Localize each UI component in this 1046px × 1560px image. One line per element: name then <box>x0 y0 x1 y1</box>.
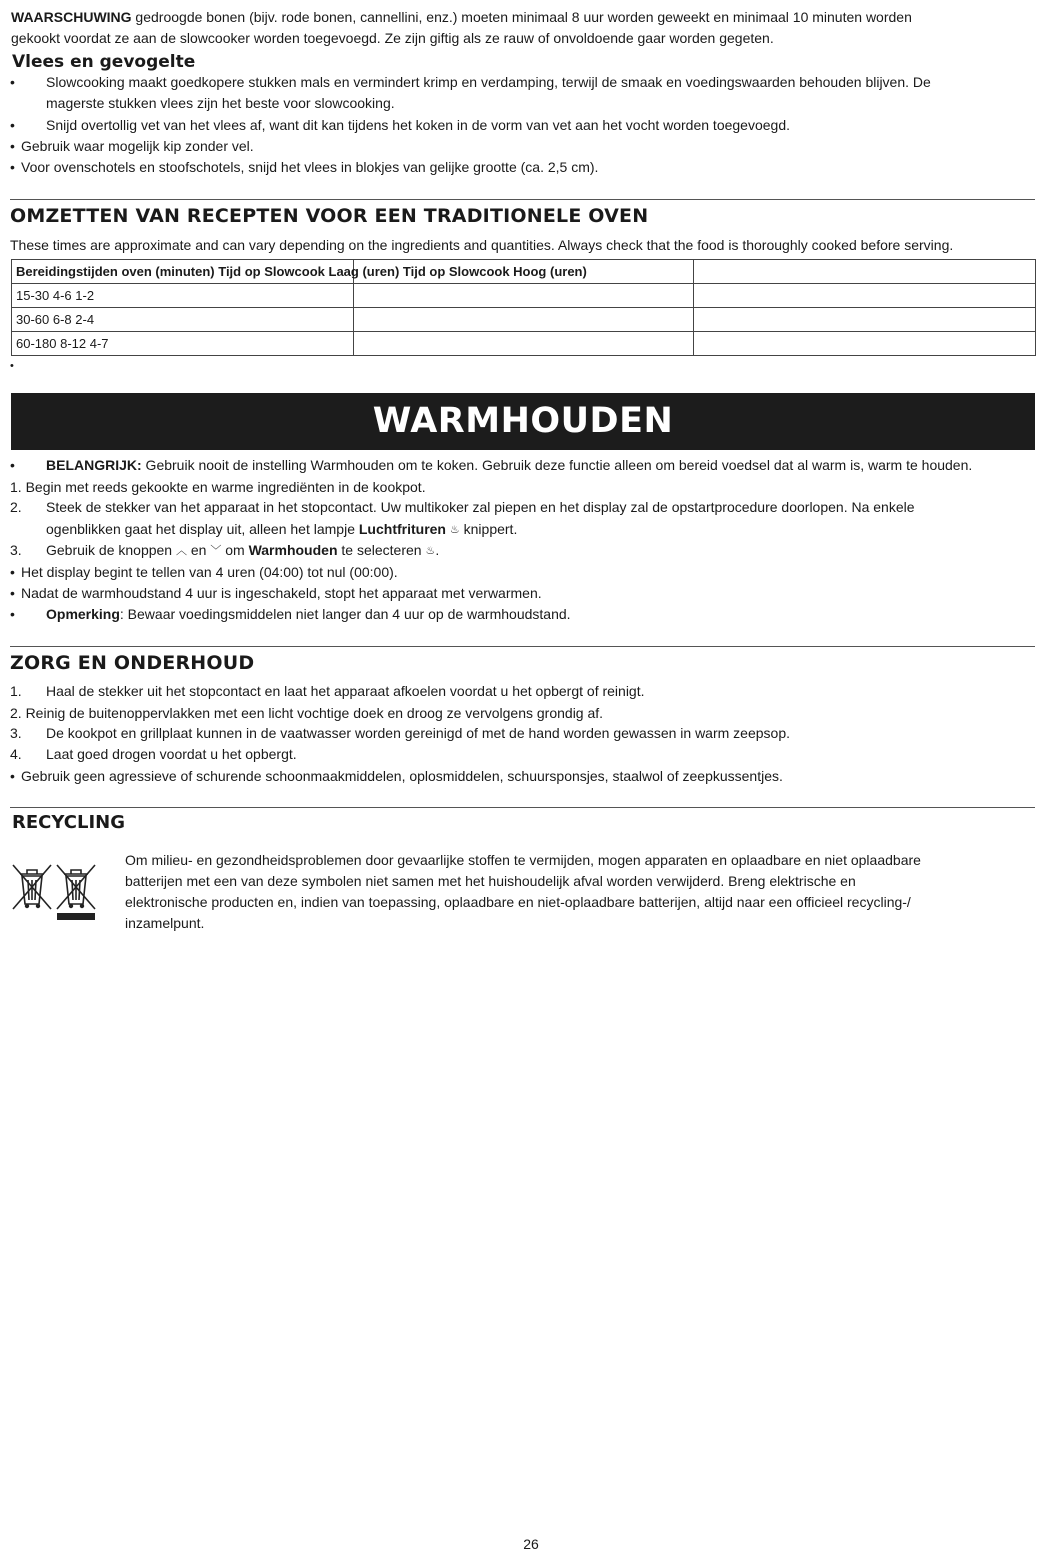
table-cell: 15-30 4-6 1-2 <box>12 284 354 308</box>
section-divider <box>10 807 1035 808</box>
meat-heading: Vlees en gevogelte <box>12 52 196 72</box>
table-cell: 30-60 6-8 2-4 <box>12 308 354 332</box>
table-row <box>12 308 1036 332</box>
care-bullet: • Gebruik geen agressieve of schurende schoonmaakmiddelen, oplosmiddelen, schuursponsjes, staalwol of zeepkussentjes. <box>10 766 1035 787</box>
meat-item-2: • Snijd overtollig vet van het vlees af, want dit kan tijdens het koken in de vorm van vet aan het vocht worden toegevoegd. <box>10 115 1035 136</box>
keepwarm-note: • Opmerking: Bewaar voedingsmiddelen niet langer dan 4 uur op de warmhoudstand. <box>10 604 1035 625</box>
warning-label: WAARSCHUWING <box>11 9 132 25</box>
bullet-icon: • <box>10 74 15 90</box>
table-row <box>12 332 1036 356</box>
meat-item-1-continued: magerste stukken vlees zijn het beste voor slowcooking. <box>46 95 395 111</box>
recycling-paragraph <box>125 850 1000 934</box>
bullet-icon: • <box>10 457 15 473</box>
table-cell <box>694 332 1036 356</box>
keepwarm-bullet-1: • Het display begint te tellen van 4 uren (04:00) tot nul (00:00). <box>10 562 1035 583</box>
table-cell <box>354 332 694 356</box>
keepwarm-banner: WARMHOUDEN <box>11 393 1035 450</box>
chevron-down-icon: ﹀ <box>210 545 222 557</box>
keepwarm-important: • BELANGRIJK: Gebruik nooit de instelling Warmhouden om te koken. Gebruik deze functie alleen om bereid voedsel dat al warm is, warm te houden. <box>10 455 1035 476</box>
bullet-icon: • <box>10 768 15 784</box>
recycling-line: inzamelpunt. <box>125 915 205 931</box>
care-step-2: 2. Reinig de buitenoppervlakken met een licht vochtige doek en droog ze vervolgens grondig af. <box>10 705 604 721</box>
bullet-icon: • <box>10 585 15 601</box>
conversion-table <box>11 259 1036 356</box>
care-step-1: 1. Haal de stekker uit het stopcontact en laat het apparaat afkoelen voordat u het opbergt of reinigt. <box>10 683 645 699</box>
bullet-icon: • <box>10 606 15 622</box>
care-step-4: 4. Laat goed drogen voordat u het opbergt. <box>10 746 297 762</box>
weee-bin-icon <box>11 862 53 912</box>
chevron-up-icon: ︿ <box>175 545 187 557</box>
keepwarm-bullet-2: • Nadat de warmhoudstand 4 uur is ingeschakeld, stopt het apparaat met verwarmen. <box>10 583 1035 604</box>
warning-text: gedroogde bonen (bijv. rode bonen, cannellini, enz.) moeten minimaal 8 uur worden geweekt en minimaal 10 minuten worden <box>131 9 912 25</box>
conversion-heading: OMZETTEN VAN RECEPTEN VOOR EEN TRADITIONELE OVEN <box>10 205 649 227</box>
recycling-line: Om milieu- en gezondheidsproblemen door gevaarlijke stoffen te vermijden, mogen apparaten en oplaadbare en niet oplaadbare <box>125 852 921 868</box>
table-cell <box>354 308 694 332</box>
care-heading: ZORG EN ONDERHOUD <box>10 652 255 674</box>
recycling-heading: RECYCLING <box>12 812 125 833</box>
table-cell <box>694 260 1036 284</box>
recycling-line: batterijen met een van deze symbolen niet samen met het huishoudelijk afval worden verwijderd. Breng elektrische en <box>125 873 856 889</box>
care-step-3: 3. De kookpot en grillplaat kunnen in de vaatwasser worden gereinigd of met de hand worden gewassen in warm zeepsop. <box>10 725 791 741</box>
table-row <box>12 284 1036 308</box>
page-number: 26 <box>523 1536 539 1552</box>
airfry-icon: ♨ <box>449 524 460 536</box>
bullet-icon: • <box>10 117 15 133</box>
bullet-icon: • <box>10 564 15 580</box>
section-divider <box>10 199 1035 200</box>
bullet-icon: • <box>10 138 15 154</box>
table-cell: 60-180 8-12 4-7 <box>12 332 354 356</box>
keepwarm-step-2-continued: ogenblikken gaat het display uit, alleen het lampje Luchtfrituren ♨ knippert. <box>46 519 1046 541</box>
meat-item-4: • Voor ovenschotels en stoofschotels, snijd het vlees in blokjes van gelijke grootte (ca. 2,5 cm). <box>10 157 1035 178</box>
section-divider <box>10 646 1035 647</box>
meat-item-3: • Gebruik waar mogelijk kip zonder vel. <box>10 136 1035 157</box>
table-header-cell: Bereidingstijden oven (minuten) Tijd op Slowcook Laag (uren) Tijd op Slowcook Hoog (uren) <box>12 260 354 284</box>
table-cell <box>354 284 694 308</box>
meat-item-1: • Slowcooking maakt goedkopere stukken mals en vermindert krimp en verdamping, terwijl de smaak en voedingswaarden behouden blijven. De <box>10 72 1035 93</box>
keepwarm-step-1: 1. Begin met reeds gekookte en warme ingrediënten in de kookpot. <box>10 479 426 495</box>
warning-paragraph <box>11 7 1011 49</box>
recycling-line: elektronische producten en, indien van toepassing, oplaadbare en niet-oplaadbare batterijen, altijd naar een officieel recycling-/ <box>125 894 911 910</box>
bullet-icon: • <box>10 159 15 175</box>
conversion-intro: These times are approximate and can vary depending on the ingredients and quantities. Always check that the food is thoroughly cooked before serving. <box>10 237 954 253</box>
warning-text-2: gekookt voordat ze aan de slowcooker worden toegevoegd. Ze zijn giftig als ze rauw of onvoldoende gaar worden gegeten. <box>11 30 774 46</box>
warm-icon: ♨ <box>425 545 436 557</box>
keepwarm-step-3: 3. Gebruik de knoppen ︿ en ﹀ om Warmhouden te selecteren ♨. <box>10 540 1035 562</box>
weee-bin-battery-icon <box>55 862 97 922</box>
table-cell <box>694 308 1036 332</box>
keepwarm-step-2: 2. Steek de stekker van het apparaat in het stopcontact. Uw multikoker zal piepen en het display zal de opstartprocedure doorlopen. Na enkele <box>10 499 915 515</box>
table-cell <box>694 284 1036 308</box>
table-header-row <box>12 260 1036 284</box>
stray-bullet: • <box>10 360 14 372</box>
